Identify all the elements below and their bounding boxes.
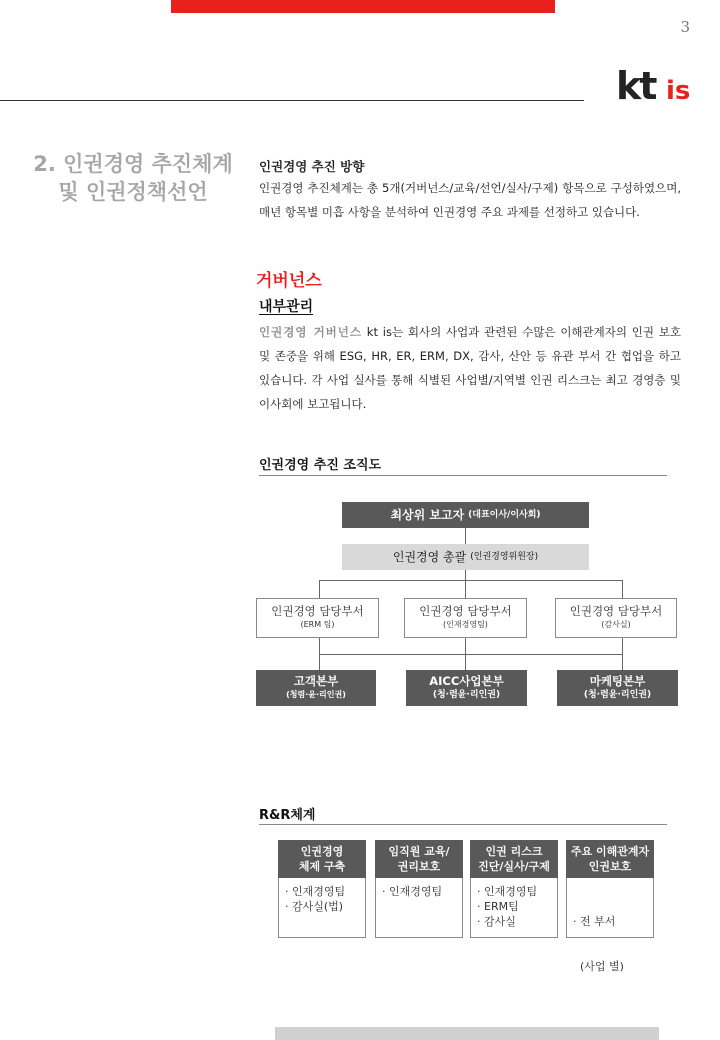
org-dept-label: 인권경영 담당부서 bbox=[419, 604, 512, 618]
org-unit-marketing bbox=[557, 670, 678, 706]
connector-line bbox=[465, 570, 466, 580]
org-chart-title: 인권경영 추진 조직도 bbox=[259, 458, 382, 473]
org-dept-sub: (ERM 팀) bbox=[300, 620, 335, 629]
header-rule bbox=[0, 100, 584, 101]
rr-item: · ERM팀 bbox=[477, 900, 519, 913]
rr-head-line2: 진단/실사/구제 bbox=[478, 860, 550, 873]
rr-head-line2: 권리보호 bbox=[397, 860, 441, 873]
org-unit-label: 마케팅본부 bbox=[589, 674, 646, 688]
section-title bbox=[20, 150, 246, 206]
rr-head-line1: 주요 이해관계자 bbox=[570, 845, 650, 858]
rr-item: · 전 부서 bbox=[573, 915, 616, 928]
rr-item: · 인재경영팀 bbox=[477, 885, 538, 898]
rr-head-line1: 임직원 교육/ bbox=[388, 845, 450, 858]
connector-line bbox=[465, 580, 466, 598]
governance-lead: 인권경영 거버넌스 bbox=[259, 325, 363, 339]
section-title-line2: 및 인권정책선언 bbox=[58, 180, 208, 204]
org-unit-sub: (청렴·윤·리인권) bbox=[286, 690, 346, 699]
rr-column bbox=[278, 840, 366, 938]
rr-head bbox=[375, 840, 463, 878]
direction-body: 인권경영 추진체계는 총 5개(거버넌스/교육/선언/실사/구제) 항목으로 구성하였으며, 매년 항목별 미흡 사항을 분석하여 인권경영 주요 과제를 선정하고 있습니다. bbox=[259, 181, 681, 219]
connector-line bbox=[622, 580, 623, 598]
governance-text: kt is는 회사의 사업과 관련된 수많은 이해관계자의 인권 보호 및 존중을 위해 ESG, HR, ER, ERM, DX, 감사, 산안 등 유관 부서 간 협업을 하고 있습니다. 각 사업 실사를 통해 식별된 사업별/지역별 인권 리스크는 최고 경영층 및 이사회에 보고됩니다. bbox=[259, 325, 681, 411]
footer-bar bbox=[275, 1027, 659, 1040]
rr-head bbox=[470, 840, 558, 878]
section-title-line1: 2. 인권경영 추진체계 bbox=[33, 152, 233, 176]
rr-item: · 감사실(법) bbox=[285, 900, 344, 913]
org-top-reporter bbox=[342, 502, 589, 528]
org-top-label: 최상위 보고자 bbox=[390, 508, 465, 522]
logo-is: is bbox=[666, 76, 691, 106]
rr-head-line1: 인권 리스크 bbox=[485, 845, 543, 858]
rr-body bbox=[470, 878, 558, 938]
rr-body bbox=[566, 878, 654, 973]
direction-heading: 인권경영 추진 방향 bbox=[259, 159, 365, 174]
org-chart-rule bbox=[259, 475, 667, 476]
org-second-sub: (인권경영위원장) bbox=[470, 552, 539, 562]
org-second-label: 인권경영 총괄 bbox=[392, 550, 467, 564]
rr-head bbox=[566, 840, 654, 878]
org-general-manager bbox=[342, 544, 589, 570]
connector-line bbox=[319, 580, 623, 581]
page-number: 3 bbox=[680, 18, 690, 36]
rr-column bbox=[566, 840, 654, 973]
org-dept-talent bbox=[404, 598, 527, 638]
rr-item: · 인재경영팀 bbox=[382, 885, 443, 898]
org-dept-label: 인권경영 담당부서 bbox=[569, 604, 663, 618]
org-unit-sub: (청·렴윤·리인권) bbox=[583, 690, 652, 700]
top-accent-bar bbox=[171, 0, 555, 13]
org-top-sub: (대표이사/이사회) bbox=[468, 510, 541, 520]
rr-item: (사업 별) bbox=[573, 960, 624, 973]
org-unit-aicc bbox=[406, 670, 527, 706]
connector-line bbox=[319, 654, 623, 655]
rr-item: · 인재경영팀 bbox=[285, 885, 346, 898]
org-dept-sub: (인재경영팀) bbox=[443, 620, 488, 629]
org-unit-label: AICC사업본부 bbox=[429, 674, 504, 688]
rr-item: · 감사실 bbox=[477, 915, 516, 928]
org-dept-audit bbox=[555, 598, 677, 638]
rr-head bbox=[278, 840, 366, 878]
rr-body bbox=[375, 878, 463, 938]
org-unit-label: 고객본부 bbox=[293, 674, 339, 688]
kt-is-logo bbox=[616, 64, 698, 110]
governance-heading: 거버넌스 bbox=[256, 271, 322, 291]
rr-title: R&R체계 bbox=[259, 808, 316, 823]
org-unit-sub: (청·렴윤·리인권) bbox=[432, 690, 501, 700]
org-dept-erm bbox=[256, 598, 379, 638]
governance-body bbox=[259, 320, 681, 416]
org-unit-customer bbox=[256, 670, 376, 706]
rr-head-line1: 인권경영 bbox=[300, 845, 344, 858]
rr-column bbox=[375, 840, 463, 938]
rr-head-line2: 체제 구축 bbox=[298, 860, 346, 873]
org-dept-label: 인권경영 담당부서 bbox=[271, 604, 364, 618]
rr-column bbox=[470, 840, 558, 938]
internal-management-heading: 내부관리 bbox=[259, 299, 314, 315]
rr-body bbox=[278, 878, 366, 938]
rr-rule bbox=[259, 824, 667, 825]
connector-line bbox=[465, 528, 466, 544]
rr-head-line2: 인권보호 bbox=[588, 860, 632, 873]
logo-kt: kt bbox=[616, 64, 656, 108]
connector-line bbox=[319, 580, 320, 598]
org-dept-sub: (감사실) bbox=[601, 620, 631, 629]
